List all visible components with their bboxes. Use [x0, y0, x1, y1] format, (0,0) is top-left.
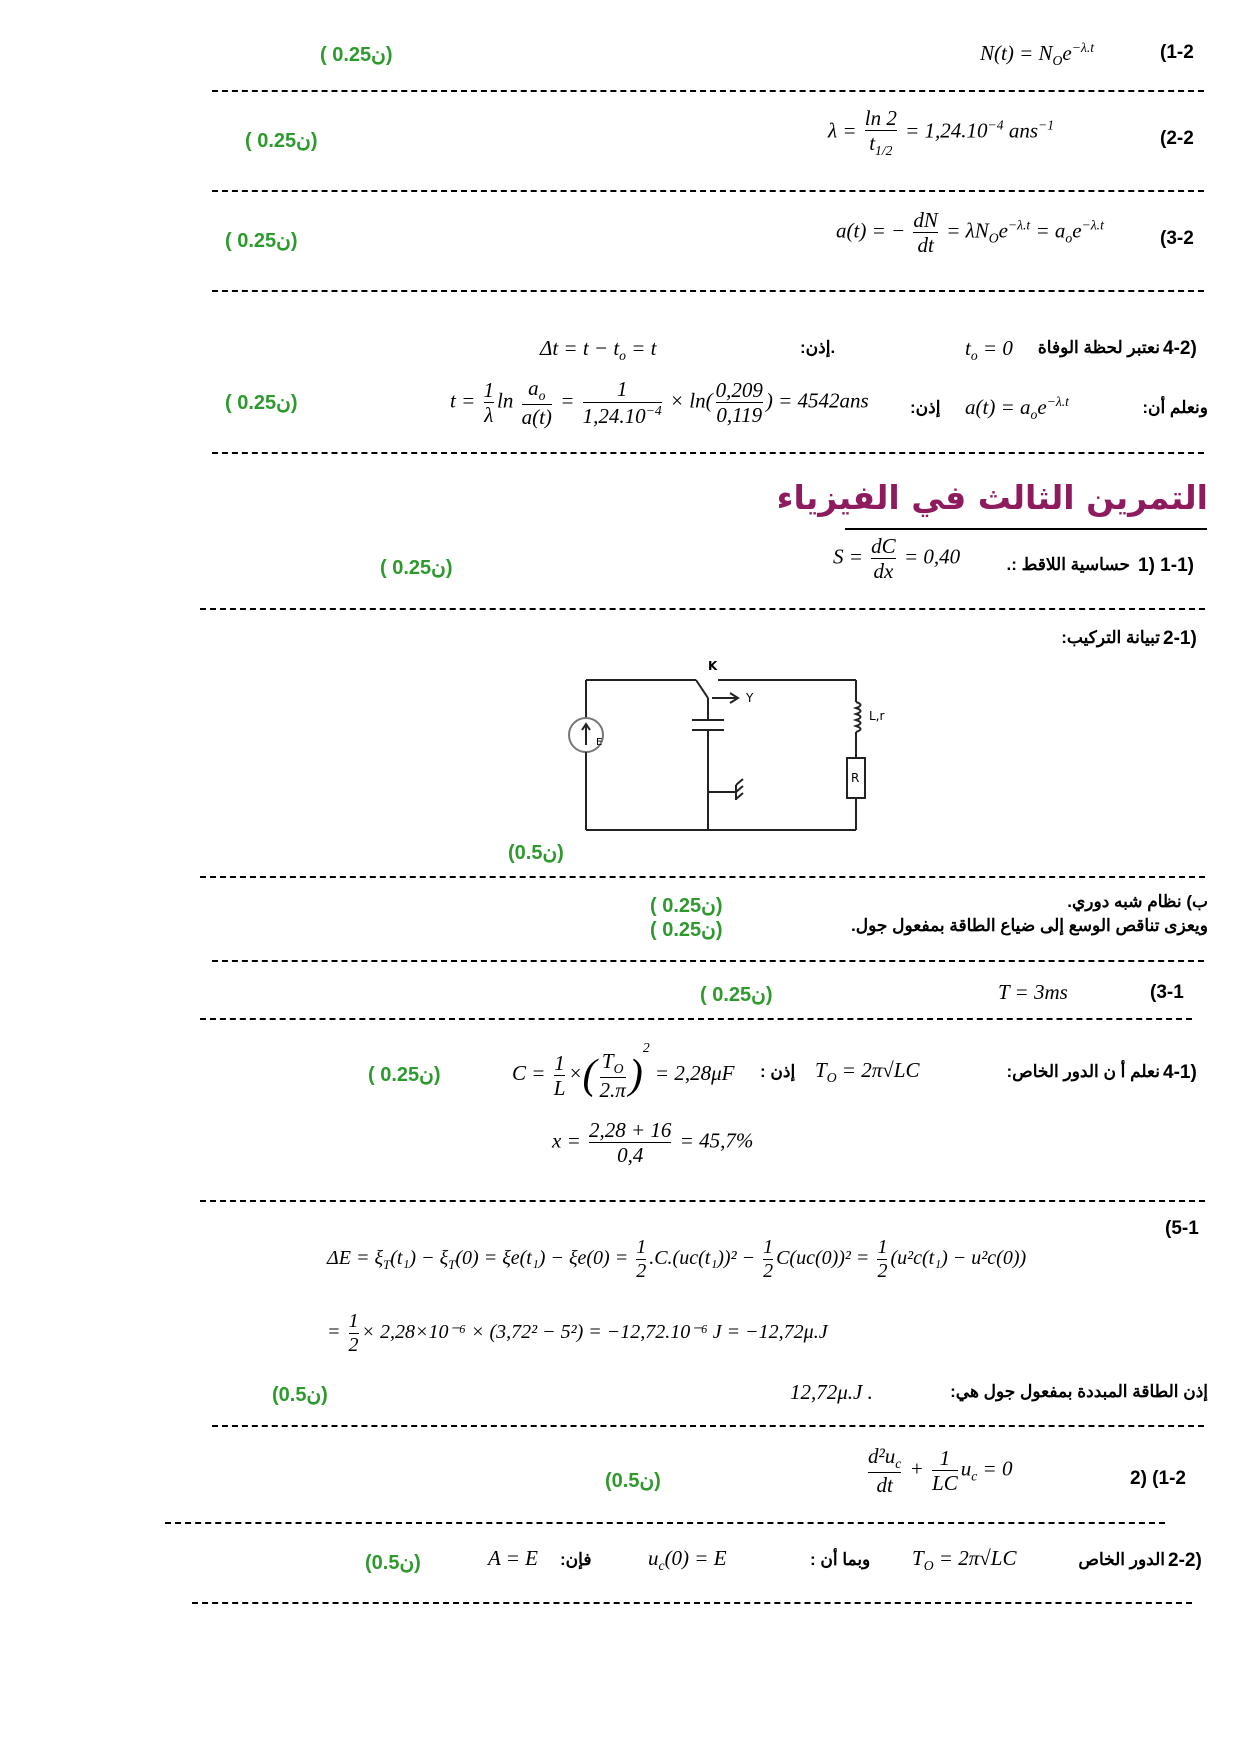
- label-e: E: [596, 737, 603, 748]
- equation: λ = $\frac{\ln 2}{t_{1/2}}$ = $1,24.10^{-4}$ ans$^{-1}$: [828, 106, 1055, 159]
- score: (0.5ن): [508, 842, 564, 864]
- divider: [200, 876, 1205, 878]
- score: ( 0.25ن): [700, 984, 773, 1006]
- divider: [212, 1425, 1204, 1427]
- item-number: (5-1: [1165, 1218, 1199, 1239]
- equation: $\Delta t = t - t_o = t$: [540, 336, 657, 364]
- equation: a(t) = − $\frac{dN}{dt}$ = $\lambda N_Oe^{-\lambda.t} = a_oe^{-\lambda.t}$: [836, 208, 1104, 258]
- heading-underline: [845, 528, 1207, 530]
- text: الدور الخاص: [1078, 1550, 1165, 1569]
- equation: $N(t) = N_Oe^{-\lambda.t}$: [980, 40, 1095, 69]
- divider: [212, 452, 1204, 454]
- equation: $T_O = 2\pi√LC$: [912, 1546, 1017, 1574]
- divider: [212, 290, 1204, 292]
- text: إذن:: [910, 398, 941, 417]
- score: (0.5ن): [605, 1470, 661, 1492]
- item-number: 4-1): [1163, 1062, 1197, 1083]
- score: ( 0.25ن): [225, 392, 298, 414]
- divider: [212, 960, 1204, 962]
- equation: $\Delta E = \xi_T(t_1) - \xi_T(0) = \xi e(t_1) - \xi e(0)$ = $\frac{1}{2}$ .C.(uc(t₁))² − $\frac{1}{2}$ C(uc(0))² = $\frac{1}{2}$ (u²c(t₁) − u²c(0)): [327, 1236, 1027, 1282]
- label-l: L,r: [869, 709, 885, 723]
- switch-k: [696, 680, 708, 698]
- score: ( 0.25ن): [380, 557, 453, 579]
- score: ( 0.25ن): [320, 44, 393, 66]
- ground-symbol: [736, 786, 743, 792]
- score: ( 0.25ن): [368, 1064, 441, 1086]
- item-number: 2-1): [1163, 628, 1197, 649]
- divider: [212, 190, 1204, 192]
- text: نعلم أ ن الدور الخاص:: [1006, 1062, 1160, 1081]
- label-y: Y: [746, 691, 754, 705]
- text: ويعزى تناقص الوسع إلى ضياع الطاقة بمفعول جول.: [851, 916, 1208, 935]
- equation: = $\frac{1}{2}$ × 2,28×10⁻⁶ × (3,72² − 5²) = −12,72.10⁻⁶ J = −12,72μ.J: [327, 1310, 828, 1356]
- item-number: (2-2: [1160, 128, 1194, 149]
- equation: $u_c(0) = E$: [648, 1546, 727, 1574]
- equation: x = $\frac{2,28 + 16}{0,4}$ = 45,7%: [552, 1118, 754, 1168]
- coil-symbol: [856, 702, 861, 732]
- equation: t = $\frac{1}{\lambda}$ ln $\frac{a_o}{a(t)}$ = $\frac{1}{1,24.10^{-4}}$ × ln( $\frac{0,209}{0,119}$ ) = 4542ans: [450, 376, 869, 429]
- text: تبيانة التركيب:: [1061, 628, 1160, 647]
- text: ب) نظام شبه دوري.: [1067, 892, 1208, 911]
- divider: [200, 1018, 1192, 1020]
- text: نعتبر لحظة الوفاة: [1037, 338, 1160, 357]
- text: فإن:: [560, 1550, 592, 1569]
- equation: C = $\frac{1}{L}$ ×( $\frac{T_O}{2.\pi}$ )$^2$ = 2,28μF: [512, 1040, 735, 1102]
- score: (0.5ن): [272, 1384, 328, 1406]
- score: ( 0.25ن): [225, 230, 298, 252]
- item-number: (3-2: [1160, 228, 1194, 249]
- score: ( 0.25ن): [245, 130, 318, 152]
- text: إذن الطاقة المبددة بمفعول جول هي:: [950, 1382, 1208, 1401]
- text: .إذن:: [800, 338, 836, 357]
- label-r: R: [851, 771, 860, 785]
- ground-symbol: [736, 779, 743, 785]
- circuit-diagram: [566, 650, 906, 845]
- section-heading: التمرين الثالث في الفيزياء: [776, 478, 1208, 517]
- equation: 12,72μ.J .: [790, 1380, 873, 1404]
- equation: A = E: [488, 1546, 538, 1570]
- text: وبما أن :: [810, 1550, 871, 1569]
- item-number: 2) (1-2: [1130, 1468, 1186, 1489]
- equation: S = $\frac{dC}{dx}$ = 0,40: [833, 534, 961, 584]
- divider: [165, 1522, 1165, 1524]
- item-number: (3-1: [1150, 982, 1184, 1003]
- equation: $a(t) = a_oe^{-\lambda.t}$: [965, 394, 1069, 423]
- ground-symbol: [736, 793, 743, 799]
- text: ونعلم أن:: [1142, 398, 1208, 417]
- score: ( 0.25ن): [650, 919, 723, 941]
- divider: [200, 1200, 1205, 1202]
- item-number: 1) 1-1): [1138, 555, 1194, 576]
- equation: $t_o = 0$: [965, 336, 1013, 364]
- divider: [192, 1602, 1192, 1604]
- equation: T = 3ms: [998, 980, 1068, 1004]
- equation: $T_O = 2\pi√LC$: [815, 1058, 920, 1086]
- divider: [200, 608, 1205, 610]
- score: ( 0.25ن): [650, 895, 723, 917]
- equation: $\frac{d^2u_c}{dt}$ + $\frac{1}{LC}$ $u_c = 0$: [868, 1444, 1013, 1497]
- item-number: (1-2: [1160, 42, 1194, 63]
- score: (0.5ن): [365, 1552, 421, 1574]
- divider: [212, 90, 1204, 92]
- text: إذن :: [760, 1062, 796, 1081]
- item-number: 2-2): [1168, 1550, 1202, 1571]
- text: حساسية اللاقط :.: [1006, 555, 1130, 574]
- label-k: K: [708, 659, 718, 673]
- item-number: 4-2): [1163, 338, 1197, 359]
